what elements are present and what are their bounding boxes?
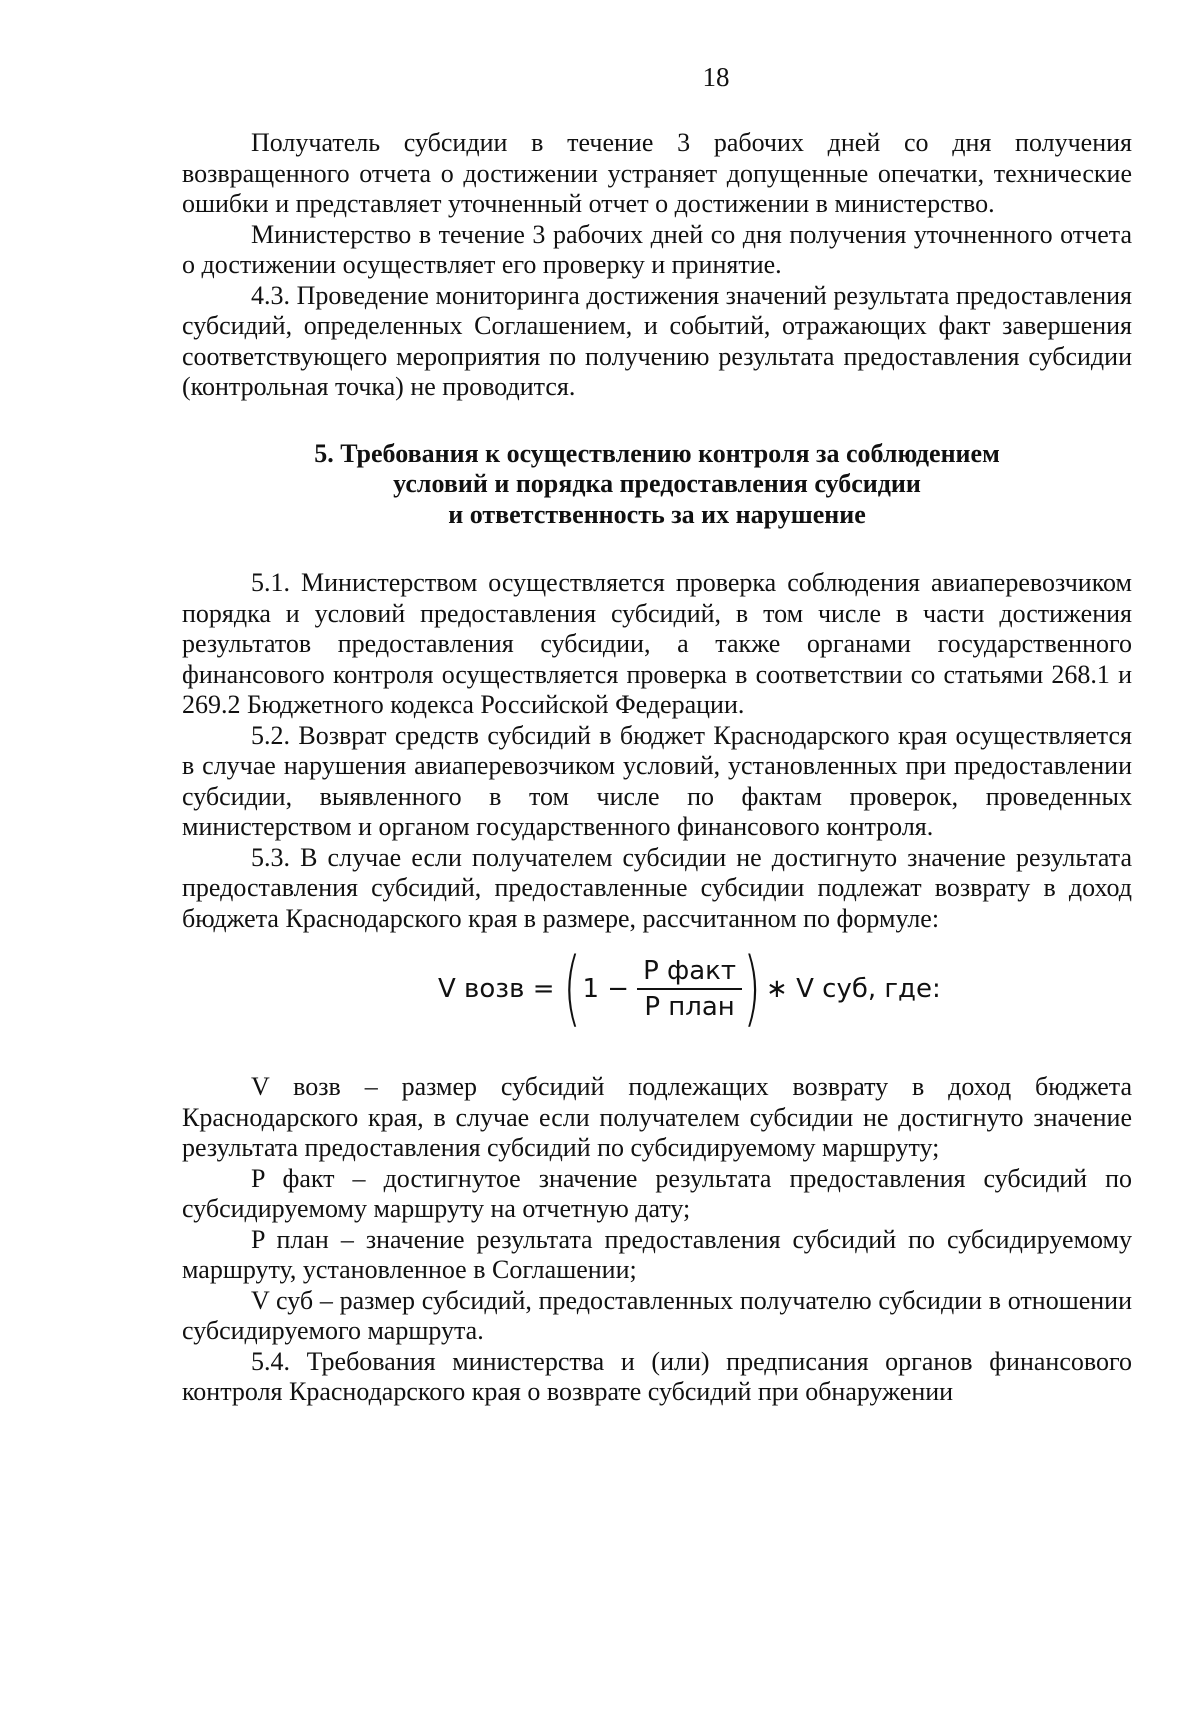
page-number: 18 (702, 62, 730, 92)
definition-p-plan: P план – значение результата предоставления субсидий по субсидируемому маршруту, установленное в Соглашении; (182, 1224, 1132, 1284)
paragraph-5-1: 5.1. Министерством осуществляется проверка соблюдения авиаперевозчиком порядка и условий предоставления субсидий, в том числе в части достижения результатов предоставления субсидии, а также органами государственного финансового контроля осуществляется проверка в соответствии со статьями 268.1 и 269.2 Бюджетного кодекса Российской Федерации. (182, 568, 1132, 719)
heading-line-1: 5. Требования к осуществлению контроля за соблюдением (314, 438, 1000, 468)
formula-rhs: ∗ V суб, где: (766, 974, 941, 1004)
definition-v-vozv: V возв – размер субсидий подлежащих возврату в доход бюджета Краснодарского края, в случае если получателем субсидии не достигнуто значение результата предоставления субсидий по субсидируемому маршруту; (182, 1072, 1132, 1162)
definition-p-fakt: P факт – достигнутое значение результата предоставления субсидий по субсидируемому маршруту на отчетную дату; (182, 1163, 1132, 1223)
section-5-heading (182, 439, 1132, 531)
heading-line-3: и ответственность за их нарушение (448, 499, 866, 529)
definition-v-sub: V суб – размер субсидий, предоставленных получателю субсидии в отношении субсидируемого маршрута. (182, 1285, 1132, 1345)
formula-denominator: P план (644, 992, 735, 1022)
heading-line-2: условий и порядка предоставления субсидии (393, 469, 921, 498)
paragraph-recipient-correction: Получатель субсидии в течение 3 рабочих дней со дня получения возвращенного отчета о достижении устраняет допущенные опечатки, технические ошибки и представляет уточненный отчет о достижении в министерство. (182, 128, 1132, 218)
formula-numerator: P факт (637, 956, 742, 990)
formula-lhs: V возв = (438, 974, 555, 1004)
formula-fraction (637, 956, 742, 1022)
formula-paren-close: ) (743, 941, 761, 1036)
paragraph-4-3: 4.3. Проведение мониторинга достижения значений результата предоставления субсидий, определенных Соглашением, и событий, отражающих факт завершения соответствующего мероприятия по получению результата предоставления субсидии (контрольная точка) не проводится. (182, 280, 1132, 401)
refund-formula (438, 941, 1132, 1036)
paragraph-ministry-check: Министерство в течение 3 рабочих дней со дня получения уточненного отчета о достижении осуществляет его проверку и принятие. (182, 219, 1132, 279)
paragraph-5-2: 5.2. Возврат средств субсидий в бюджет Краснодарского края осуществляется в случае нарушения авиаперевозчиком условий, установленных при предоставлении субсидии, выявленного в том числе по фактам проверок, проведенных министерством и органом государственного финансового контроля. (182, 720, 1132, 841)
paragraph-5-4: 5.4. Требования министерства и (или) предписания органов финансового контроля Краснодарского края о возврате субсидий при обнаружении (182, 1346, 1132, 1406)
formula-one-minus: 1 − (582, 974, 630, 1004)
paragraph-5-3: 5.3. В случае если получателем субсидии не достигнуто значение результата предоставления субсидий, предоставленные субсидии подлежат возврату в доход бюджета Краснодарского края в размере, рассчитанном по формуле: (182, 842, 1132, 933)
formula-paren-open: ( (563, 941, 582, 1036)
